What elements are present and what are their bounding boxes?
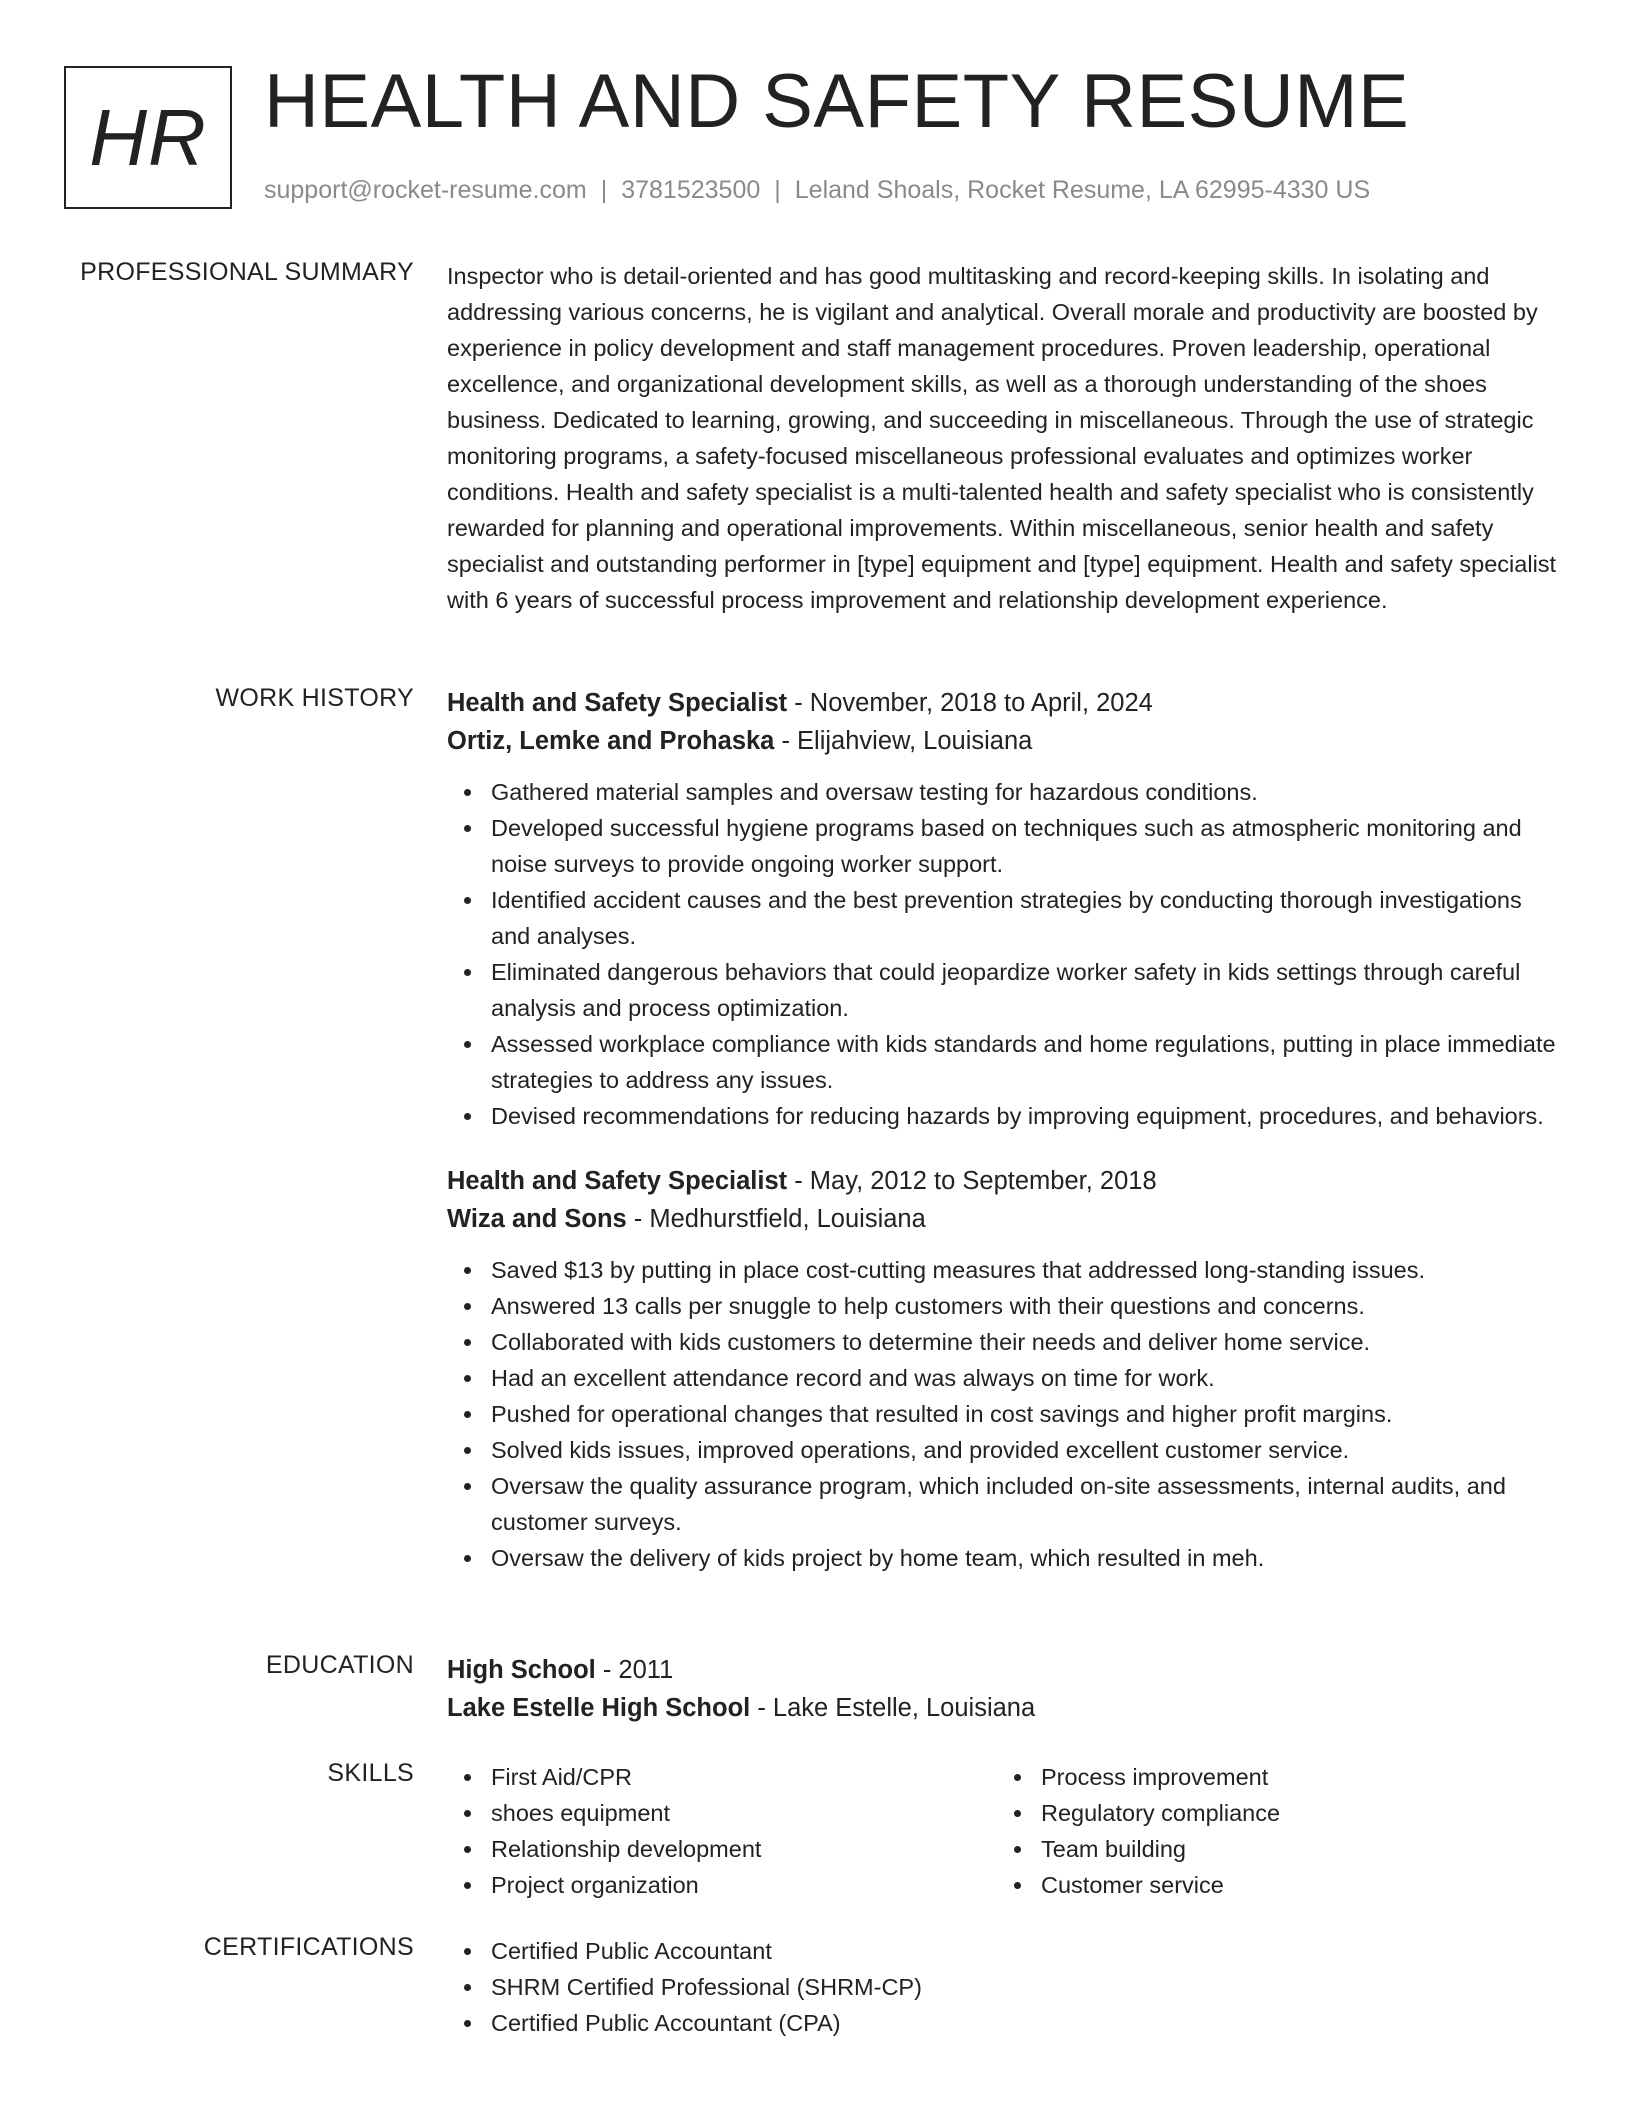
job-title-line [447,684,1567,722]
work-history-body [447,684,1567,1576]
job-company: Wiza and Sons [447,1205,627,1233]
job-company-line [447,722,1567,760]
contact-line [264,176,1370,205]
certification-item: Certified Public Accountant [447,1933,1567,1969]
certifications-body [447,1933,1567,2041]
monogram-initials: HR [89,92,207,182]
education-year: - 2011 [595,1656,674,1684]
section-label-work-history: WORK HISTORY [215,684,414,712]
education-school-line [447,1689,1567,1727]
education-body [447,1651,1567,1727]
section-label-summary: PROFESSIONAL SUMMARY [80,258,414,286]
list-item: Assessed workplace compliance with kids standards and home regulations, putting in place immediate strategies to address any issues. [447,1026,1567,1098]
list-item: Had an excellent attendance record and was always on time for work. [447,1360,1567,1396]
job-bullets [447,774,1567,1134]
section-label-certifications: CERTIFICATIONS [203,1933,414,1961]
job-title-line [447,1162,1567,1200]
section-label-skills: SKILLS [327,1759,414,1787]
section-label-education: EDUCATION [265,1651,414,1679]
skill-item: Process improvement [997,1759,1547,1795]
skill-item: First Aid/CPR [447,1759,997,1795]
job-dates: - May, 2012 to September, 2018 [787,1167,1157,1195]
education-degree: High School [447,1656,596,1684]
job-title: Health and Safety Specialist [447,1167,788,1195]
skill-item: Customer service [997,1867,1547,1903]
monogram-box [64,66,232,209]
contact-separator: | [600,176,608,204]
skills-grid [447,1759,1567,1903]
job-location: - Medhurstfield, Louisiana [626,1205,926,1233]
skill-item: shoes equipment [447,1795,997,1831]
list-item: Answered 13 calls per snuggle to help customers with their questions and concerns. [447,1288,1567,1324]
skill-item: Team building [997,1831,1547,1867]
list-item: Pushed for operational changes that resulted in cost savings and higher profit margins. [447,1396,1567,1432]
job-location: - Elijahview, Louisiana [774,727,1033,755]
education-location: - Lake Estelle, Louisiana [750,1694,1036,1722]
certification-item: Certified Public Accountant (CPA) [447,2005,1567,2041]
contact-address: Leland Shoals, Rocket Resume, LA 62995-4330 US [794,176,1371,204]
skills-left-column [447,1759,997,1903]
list-item: Collaborated with kids customers to determine their needs and deliver home service. [447,1324,1567,1360]
education-degree-line [447,1651,1567,1689]
list-item: Solved kids issues, improved operations, and provided excellent customer service. [447,1432,1567,1468]
summary-text: Inspector who is detail-oriented and has good multitasking and record-keeping skills. In isolating and addressing various concerns, he is vigilant and analytical. Overall morale and productivity are boosted by experience in policy development and staff management procedures. Proven leadership, operational excellence, and organizational development skills, as well as a thorough understanding of the shoes business. Dedicated to learning, growing, and succeeding in miscellaneous. Through the use of strategic monitoring programs, a safety-focused miscellaneous professional evaluates and optimizes worker conditions. Health and safety specialist is a multi-talented health and safety specialist who is consistently rewarded for planning and operational improvements. Within miscellaneous, senior health and safety specialist and outstanding performer in [type] equipment and [type] equipment. Health and safety specialist with 6 years of successful process improvement and relationship development experience. [447,263,1557,613]
list-item: Gathered material samples and oversaw testing for hazardous conditions. [447,774,1567,810]
list-item: Oversaw the quality assurance program, which included on-site assessments, internal audits, and customer surveys. [447,1468,1567,1540]
list-item: Eliminated dangerous behaviors that could jeopardize worker safety in kids settings through careful analysis and process optimization. [447,954,1567,1026]
list-item: Identified accident causes and the best prevention strategies by conducting thorough investigations and analyses. [447,882,1567,954]
list-item: Saved $13 by putting in place cost-cutting measures that addressed long-standing issues. [447,1252,1567,1288]
list-item: Devised recommendations for reducing hazards by improving equipment, procedures, and behaviors. [447,1098,1567,1134]
contact-phone[interactable]: 3781523500 [621,176,761,204]
education-school: Lake Estelle High School [447,1694,751,1722]
job-company: Ortiz, Lemke and Prohaska [447,727,775,755]
job-entry [447,1162,1567,1576]
resume-title: HEALTH AND SAFETY RESUME [264,59,1410,144]
certification-item: SHRM Certified Professional (SHRM-CP) [447,1969,1567,2005]
job-bullets [447,1252,1567,1576]
job-dates: - November, 2018 to April, 2024 [787,689,1153,717]
list-item: Developed successful hygiene programs based on techniques such as atmospheric monitoring and noise surveys to provide ongoing worker support. [447,810,1567,882]
skill-item: Relationship development [447,1831,997,1867]
list-item: Oversaw the delivery of kids project by home team, which resulted in meh. [447,1540,1567,1576]
skill-item: Project organization [447,1867,997,1903]
skills-body [447,1759,1567,1903]
job-title: Health and Safety Specialist [447,689,788,717]
job-company-line [447,1200,1567,1238]
contact-separator: | [774,176,781,204]
contact-email[interactable]: support@rocket-resume.com [264,176,587,204]
skills-right-column [997,1759,1547,1903]
certifications-list [447,1933,1567,2041]
job-entry [447,684,1567,1134]
skill-item: Regulatory compliance [997,1795,1547,1831]
